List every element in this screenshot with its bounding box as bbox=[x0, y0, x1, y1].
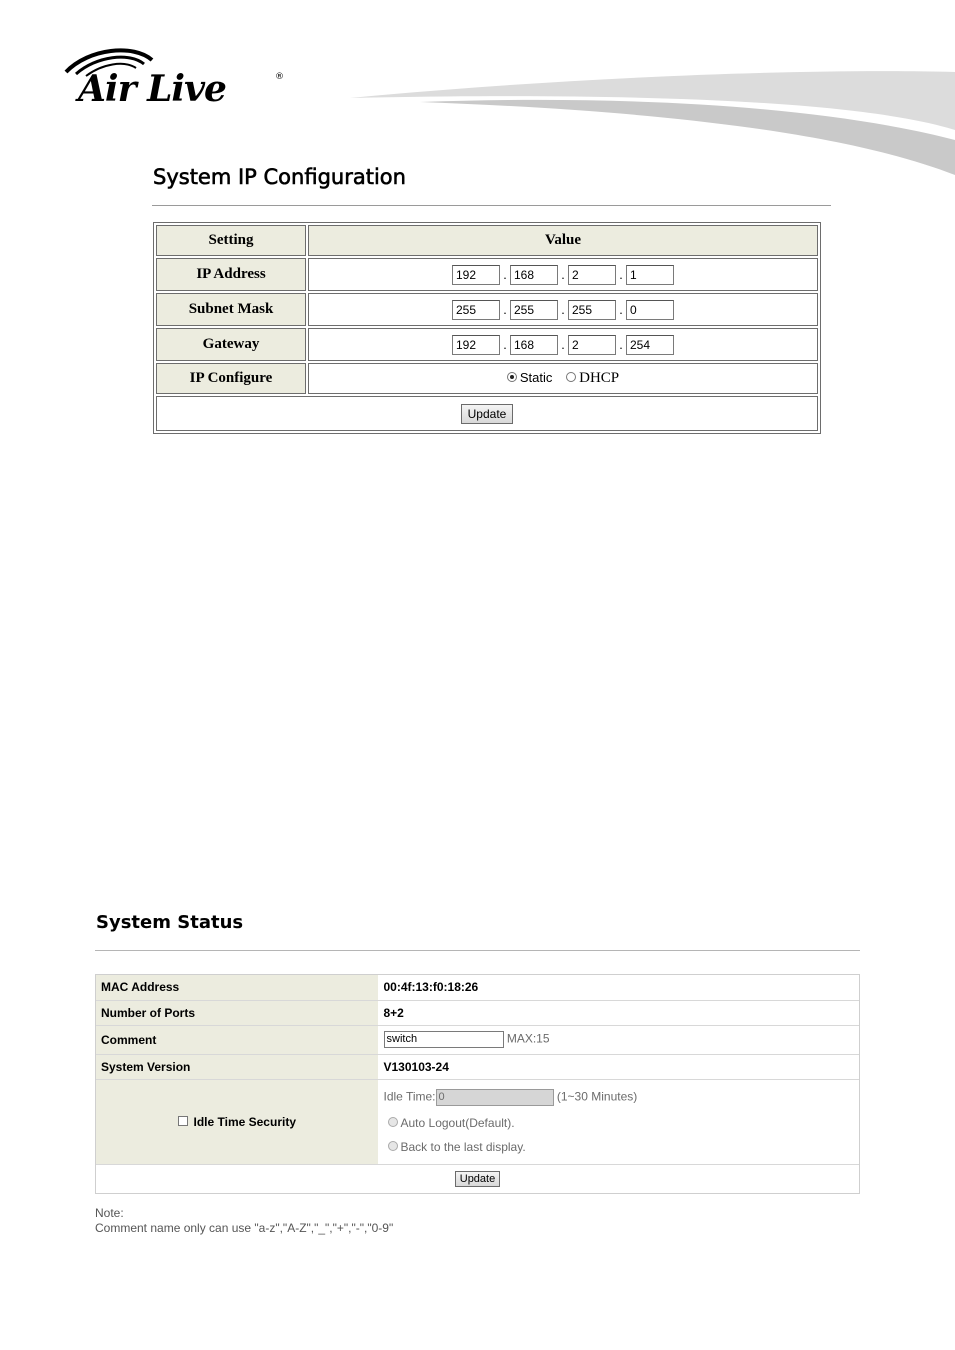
back-to-last-display-label: Back to the last display. bbox=[400, 1140, 526, 1154]
ip-configure-label: IP Configure bbox=[156, 363, 306, 394]
ip-address-octet-4[interactable]: 1 bbox=[626, 265, 674, 285]
status-update-cell bbox=[96, 1164, 859, 1193]
note-block bbox=[95, 1206, 393, 1236]
subnet-mask-octet-2[interactable]: 255 bbox=[510, 300, 558, 320]
gateway-octet-2[interactable]: 168 bbox=[510, 335, 558, 355]
subnet-mask-value: 255 . 255 . 255 . 0 bbox=[308, 293, 818, 326]
ip-config-update-cell bbox=[156, 396, 818, 431]
back-to-last-display-radio[interactable] bbox=[388, 1141, 398, 1151]
ip-address-octet-1[interactable]: 192 bbox=[452, 265, 500, 285]
idle-time-security-cell bbox=[96, 1079, 378, 1164]
comment-label: Comment bbox=[96, 1025, 378, 1054]
gateway-octet-1[interactable]: 192 bbox=[452, 335, 500, 355]
gateway-octet-3[interactable]: 2 bbox=[568, 335, 616, 355]
number-of-ports-value: 8+2 bbox=[378, 1000, 859, 1025]
ip-address-octet-3[interactable]: 2 bbox=[568, 265, 616, 285]
note-title: Note: bbox=[95, 1206, 124, 1220]
header-setting: Setting bbox=[156, 225, 306, 256]
auto-logout-radio[interactable] bbox=[388, 1117, 398, 1127]
mac-address-value: 00:4f:13:f0:18:26 bbox=[378, 975, 859, 1000]
idle-time-input[interactable]: 0 bbox=[436, 1089, 554, 1106]
static-radio-label: Static bbox=[519, 370, 553, 385]
system-version-label: System Version bbox=[96, 1054, 378, 1079]
gateway-octet-4[interactable]: 254 bbox=[626, 335, 674, 355]
system-version-value: V130103-24 bbox=[378, 1054, 859, 1079]
dhcp-radio-label: DHCP bbox=[579, 370, 620, 386]
subnet-mask-octet-4[interactable]: 0 bbox=[626, 300, 674, 320]
ip-config-table bbox=[153, 222, 821, 434]
brand-name: Air Live bbox=[78, 68, 226, 110]
ip-configure-options bbox=[308, 363, 818, 394]
gateway-label: Gateway bbox=[156, 328, 306, 361]
comment-value-cell bbox=[378, 1025, 859, 1054]
header-value: Value bbox=[308, 225, 818, 256]
idle-time-options bbox=[378, 1079, 859, 1164]
idle-time-label: Idle Time: bbox=[383, 1089, 436, 1104]
ip-address-label: IP Address bbox=[156, 258, 306, 291]
status-update-button[interactable]: Update bbox=[455, 1171, 500, 1187]
subnet-mask-octet-1[interactable]: 255 bbox=[452, 300, 500, 320]
note-text: Comment name only can use "a-z","A-Z","_","+","-","0-9" bbox=[95, 1221, 394, 1235]
system-status-table bbox=[95, 974, 860, 1194]
idle-time-security-label: Idle Time Security bbox=[193, 1114, 296, 1129]
subnet-mask-label: Subnet Mask bbox=[156, 293, 306, 326]
ip-config-divider bbox=[152, 205, 831, 206]
trademark-symbol: ® bbox=[275, 72, 284, 82]
ip-address-octet-2[interactable]: 168 bbox=[510, 265, 558, 285]
system-status-title: System Status bbox=[96, 912, 244, 933]
system-status-divider bbox=[95, 950, 860, 951]
auto-logout-label: Auto Logout(Default). bbox=[400, 1116, 515, 1130]
number-of-ports-label: Number of Ports bbox=[96, 1000, 378, 1025]
comment-input[interactable]: switch bbox=[384, 1031, 504, 1048]
ip-config-title: System IP Configuration bbox=[153, 165, 406, 189]
subnet-mask-octet-3[interactable]: 255 bbox=[568, 300, 616, 320]
mac-address-label: MAC Address bbox=[96, 975, 378, 1000]
airlive-logo bbox=[64, 42, 294, 112]
comment-max-hint: MAX:15 bbox=[506, 1031, 550, 1046]
idle-time-range: (1~30 Minutes) bbox=[556, 1089, 638, 1104]
dhcp-radio[interactable] bbox=[566, 372, 576, 382]
ip-config-update-button[interactable]: Update bbox=[461, 404, 514, 424]
ip-address-value: 192 . 168 . 2 . 1 bbox=[308, 258, 818, 291]
gateway-value: 192 . 168 . 2 . 254 bbox=[308, 328, 818, 361]
idle-time-security-checkbox[interactable] bbox=[178, 1116, 188, 1126]
static-radio[interactable] bbox=[507, 372, 517, 382]
